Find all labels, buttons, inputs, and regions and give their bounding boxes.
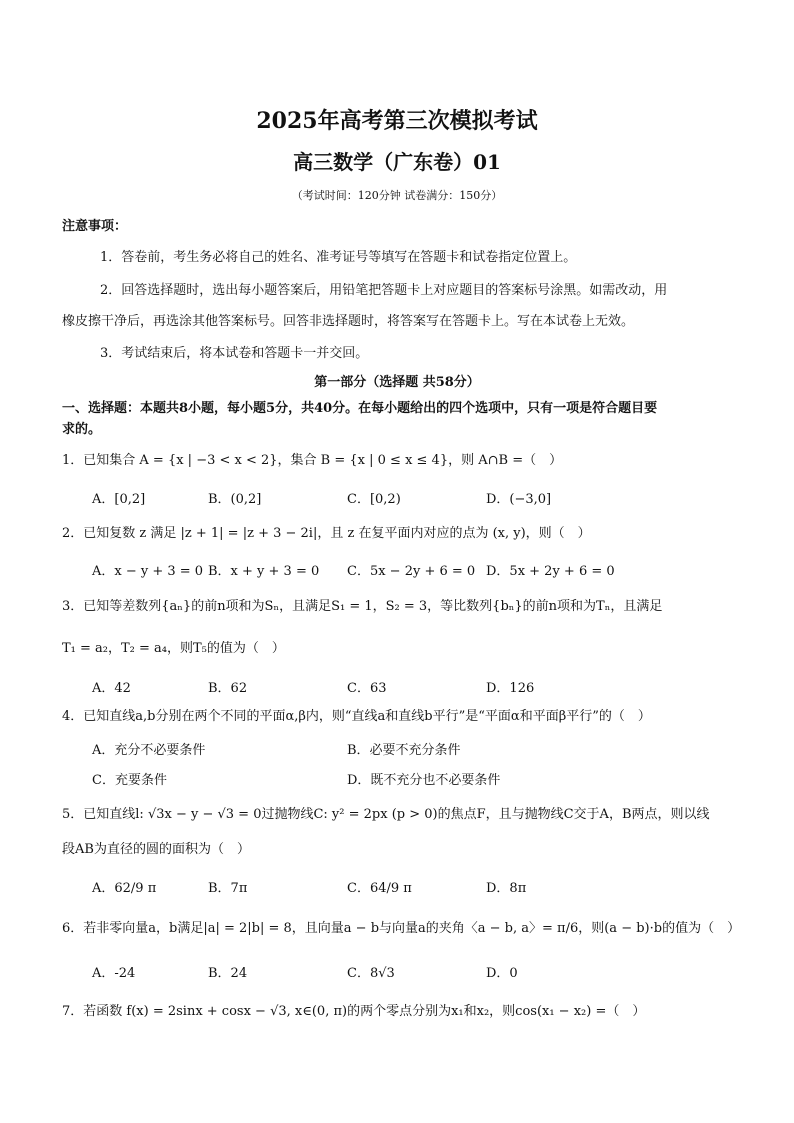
question-3-stem: 3．已知等差数列{aₙ}的前n项和为Sₙ，且满足S₁ = 1，S₂ = 3，等比数列{bₙ}的前n项和为Tₙ，且满足 (62, 599, 663, 614)
notice-item-3: 3．考试结束后，将本试卷和答题卡一并交回。 (100, 346, 369, 361)
exam-info: （考试时间：120分钟 试卷满分：150分） (291, 189, 503, 202)
question-5-stem: 5．已知直线l: √3x − y − √3 = 0过抛物线C: y² = 2px (p > 0)的焦点F，且与抛物线C交于A，B两点，则以线 (62, 807, 710, 822)
question-4-option-b: B．必要不充分条件 (347, 743, 461, 758)
question-1-option-c: C．[0,2) (347, 492, 401, 507)
notice-heading: 注意事项： (62, 219, 128, 234)
question-4-option-c: C．充要条件 (92, 773, 167, 788)
question-2-stem: 2．已知复数 z 满足 |z + 1| = |z + 3 − 2i|，且 z 在复平面内对应的点为 (x, y)，则（ ） (62, 526, 591, 541)
question-3-option-c: C．63 (347, 681, 387, 696)
question-2-option-d: D．5x + 2y + 6 = 0 (486, 564, 615, 579)
section-intro-line2: 求的。 (62, 422, 102, 437)
exam-subtitle: 高三数学（广东卷）01 (293, 150, 501, 174)
question-5-stem-cont: 段AB为直径的圆的面积为（ ） (62, 842, 250, 857)
question-3-option-d: D．126 (486, 681, 535, 696)
question-6-stem: 6．若非零向量a，b满足|a| = 2|b| = 8，且向量a − b与向量a的夹角〈a − b, a〉= π/6，则(a − b)·b的值为（ ） (62, 921, 741, 936)
question-3-option-b: B．62 (208, 681, 248, 696)
question-1-option-b: B．(0,2] (208, 492, 262, 507)
question-6-option-a: A．-24 (92, 966, 136, 981)
notice-item-2-cont: 橡皮擦干净后，再选涂其他答案标号。回答非选择题时，将答案写在答题卡上。写在本试卷上无效。 (62, 314, 635, 329)
question-5-option-c: C．64/9 π (347, 881, 412, 896)
question-5-option-d: D．8π (486, 881, 527, 896)
notice-item-2: 2．回答选择题时，选出每小题答案后，用铅笔把答题卡上对应题目的答案标号涂黑。如需改动，用 (100, 283, 668, 298)
question-2-option-c: C．5x − 2y + 6 = 0 (347, 564, 476, 579)
question-4-option-a: A．充分不必要条件 (92, 743, 206, 758)
question-1-stem: 1．已知集合 A = {x | −3 < x < 2}，集合 B = {x | 0 ≤ x ≤ 4}，则 A∩B =（ ） (62, 453, 563, 468)
question-6-option-d: D．0 (486, 966, 518, 981)
question-5-option-a: A．62/9 π (92, 881, 157, 896)
exam-title: 2025年高考第三次模拟考试 (256, 108, 538, 134)
question-6-option-c: C．8√3 (347, 966, 395, 981)
question-2-option-a: A．x − y + 3 = 0 (92, 564, 204, 579)
section-title: 第一部分（选择题 共58分） (314, 375, 480, 390)
question-6-option-b: B．24 (208, 966, 248, 981)
question-1-option-d: D．(−3,0] (486, 492, 552, 507)
question-7-stem: 7．若函数 f(x) = 2sinx + cosx − √3, x∈(0, π)的两个零点分别为x₁和x₂，则cos(x₁ − x₂) =（ ） (62, 1004, 646, 1019)
question-4-option-d: D．既不充分也不必要条件 (347, 773, 501, 788)
question-5-option-b: B．7π (208, 881, 248, 896)
question-2-option-b: B．x + y + 3 = 0 (208, 564, 320, 579)
question-3-stem-cont: T₁ = a₂，T₂ = a₄，则T₅的值为（ ） (62, 641, 285, 656)
notice-item-1: 1．答卷前，考生务必将自己的姓名、准考证号等填写在答题卡和试卷指定位置上。 (100, 250, 577, 265)
question-4-stem: 4．已知直线a,b分别在两个不同的平面α,β内，则“直线a和直线b平行”是“平面α和平面β平行”的（ ） (62, 709, 651, 724)
section-intro-line1: 一、选择题：本题共8小题，每小题5分，共40分。在每小题给出的四个选项中，只有一项是符合题目要 (62, 401, 658, 416)
question-3-option-a: A．42 (92, 681, 131, 696)
question-1-option-a: A．[0,2] (92, 492, 146, 507)
